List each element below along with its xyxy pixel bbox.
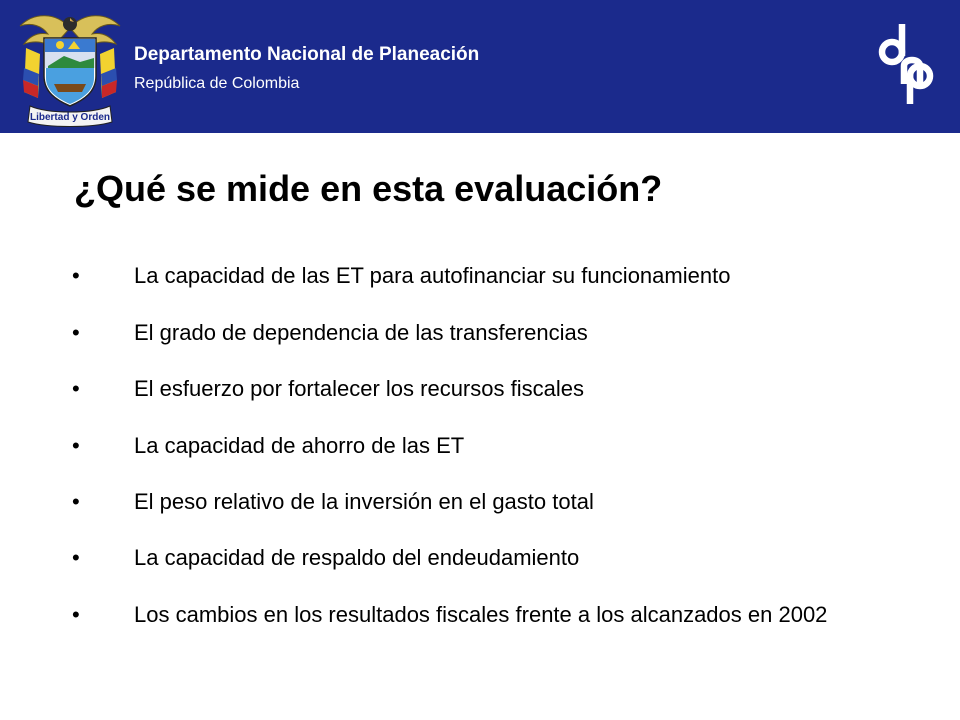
bullet-marker: • xyxy=(72,602,80,627)
bullet-marker: • xyxy=(72,433,80,458)
bullet-marker: • xyxy=(72,545,80,570)
organization-name: Departamento Nacional de Planeación xyxy=(134,44,480,65)
bullet-text: La capacidad de las ET para autofinanciar su funcionamiento xyxy=(134,263,731,288)
organization-subtitle: República de Colombia xyxy=(134,75,300,92)
bullet-text: El esfuerzo por fortalecer los recursos fiscales xyxy=(134,376,584,401)
bullet-marker: • xyxy=(72,263,80,288)
bullet-text: La capacidad de respaldo del endeudamiento xyxy=(134,545,580,570)
bullet-marker: • xyxy=(72,320,80,345)
bullet-text: Los cambios en los resultados fiscales frente a los alcanzados en 2002 xyxy=(134,602,828,627)
crest-motto: Libertad y Orden xyxy=(29,112,111,123)
bullet-marker: • xyxy=(72,489,80,514)
bullet-marker: • xyxy=(72,376,80,401)
bullet-text: El peso relativo de la inversión en el gasto total xyxy=(134,489,594,514)
slide-title: ¿Qué se mide en esta evaluación? xyxy=(74,168,663,209)
bullet-text: El grado de dependencia de las transferencias xyxy=(134,320,588,345)
bullet-text: La capacidad de ahorro de las ET xyxy=(134,433,465,458)
